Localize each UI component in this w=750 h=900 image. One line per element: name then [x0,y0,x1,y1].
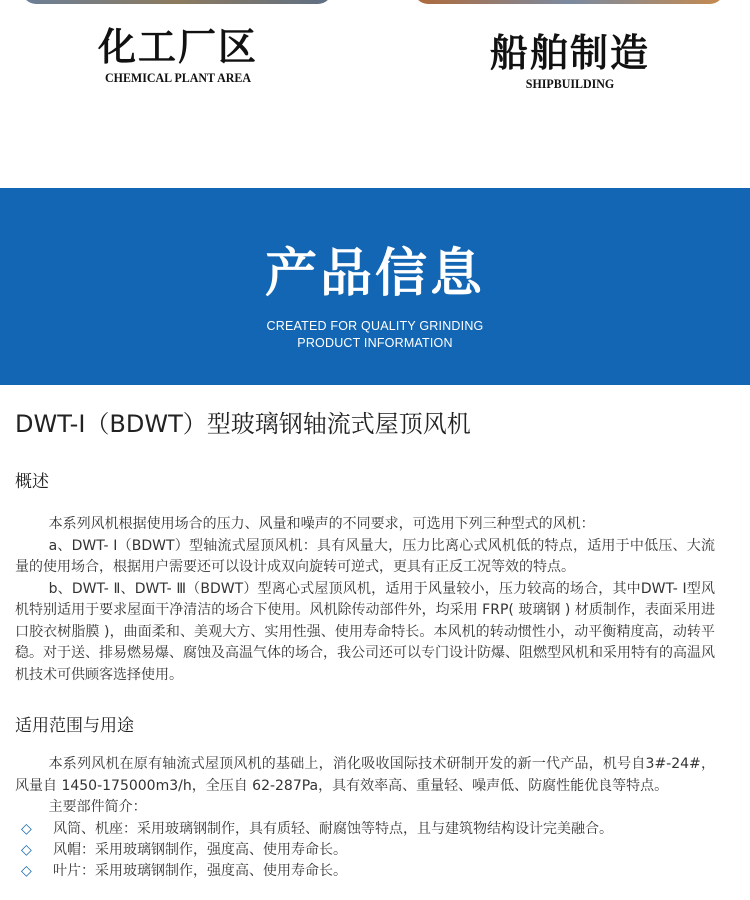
bullet-text: 风帽：采用玻璃钢制作，强度高、使用寿命长。 [53,841,347,858]
list-item [15,819,715,840]
product-content [15,405,715,882]
banner-subtitle-line1: CREATED FOR QUALITY GRINDING [266,319,484,333]
diamond-bullet-icon: ◇ [21,841,32,858]
list-item [15,840,715,861]
overview-paragraph-2: a、DWT- Ⅰ（BDWT）型轴流式屋顶风机：具有风量大，压力比离心式风机低的特点，适用于中低压、大流量的使用场合，根据用户需要还可以设计成双向旋转可逆式，更具有正反工况等效的特点。 [15,537,715,575]
overview-paragraph-1: 本系列风机根据使用场合的压力、风量和噪声的不同要求，可选用下列三种型式的风机： [48,516,595,532]
banner-subtitle [0,318,750,352]
banner-title: 产品信息 [264,244,485,304]
list-item [15,861,715,882]
product-info-banner [0,188,750,385]
product-title: DWT-I（BDWT）型玻璃钢轴流式屋顶风机 [15,410,471,438]
banner-subtitle-line2: PRODUCT INFORMATION [297,336,453,350]
shipbuilding-subtitle: SHIPBUILDING [525,76,615,91]
overview-paragraph-3: b、DWT- Ⅱ、DWT- Ⅲ（BDWT）型离心式屋顶风机，适用于风量较小，压力较高的场合，其中DWT- Ⅰ型风机特别适用于要求屋面干净清洁的场合下使用。风机除传动部件外，均采用 FRP( 玻璃钢 ) 材质制作，表面采用进口胶衣树脂膜 )，曲面柔和、美观大方、实用性强、使用寿命特长。本风机的转动惯性小，动平衡精度高，动转平稳。对于送、排易燃易爆、腐蚀及高温气体的场合，我公司还可以专门设计防爆、阻燃型风机和采用特有的高温风机技术可供顾客选择使用。 [15,580,715,683]
diamond-bullet-icon: ◇ [21,820,32,837]
chemical-plant-photo [22,0,332,4]
chemical-plant-title: 化工厂区 [97,24,258,69]
parts-label: 主要部件简介： [48,799,147,815]
shipbuilding-title: 船舶制造 [489,30,650,75]
shipbuilding-caption [440,24,700,92]
bullet-text: 叶片：采用玻璃钢制作，强度高、使用寿命长。 [53,862,347,879]
diamond-bullet-icon: ◇ [21,862,32,879]
usage-heading: 适用范围与用途 [15,716,134,736]
overview-heading: 概述 [15,472,49,492]
bullet-text: 风筒、机座：采用玻璃钢制作，具有质轻、耐腐蚀等特点，且与建筑物结构设计完美融合。 [53,820,613,837]
usage-paragraph: 本系列风机在原有轴流式屋顶风机的基础上，消化吸收国际技术研制开发的新一代产品，机号自3#-24#，风量自 1450-175000m3/h，全压自 62-287Pa，具有效率高、重量轻、噪声低、防腐性能优良等特点。 [15,756,715,794]
chemical-plant-caption [48,24,308,86]
shipbuilding-photo [414,0,724,4]
chemical-plant-subtitle: CHEMICAL PLANT AREA [105,70,251,85]
